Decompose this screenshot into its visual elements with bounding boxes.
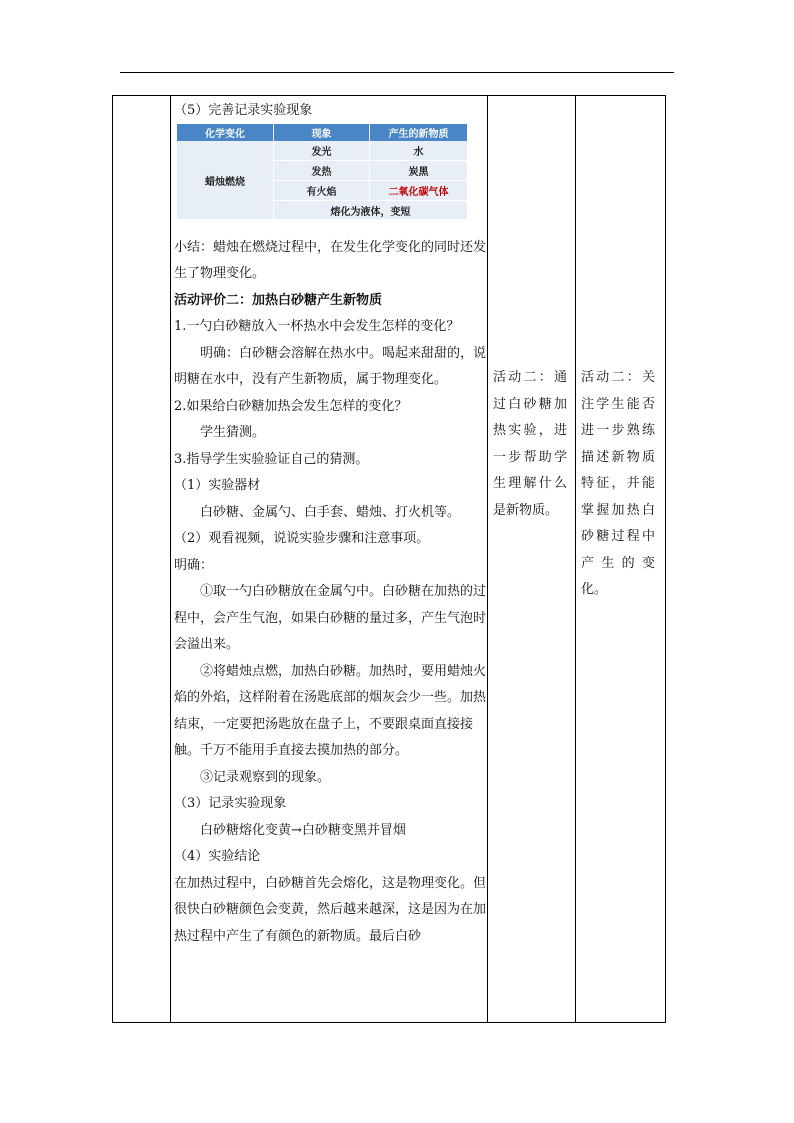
table-header-phenomenon: 现象 xyxy=(274,124,369,141)
design-intent-text: 活动二：通过白砂糖加热实验，进一步帮助学生理解什么是新物质。 xyxy=(493,370,567,518)
answer-1: 明确：白砂糖会溶解在热水中。喝起来甜甜的，说明糖在水中，没有产生新物质，属于物理变化。 xyxy=(174,345,487,387)
materials-heading: （1）实验器材 xyxy=(174,478,261,493)
table-separator xyxy=(369,141,370,200)
table-cell-phenomenon: 发热 xyxy=(311,167,332,178)
design-intent-column xyxy=(493,365,567,524)
table-cell-melting: 熔化为液体，变短 xyxy=(330,206,411,218)
table-header-change: 化学变化 xyxy=(177,124,273,141)
column-divider-1 xyxy=(170,95,171,1023)
evaluation-text: 活动二：关注学生能否进一步熟练描述新物质特征，并能掌握加热白砂糖过程中产生的变化。 xyxy=(581,370,655,597)
student-guess: 学生猜测。 xyxy=(200,425,266,440)
record-heading: （3）记录实验现象 xyxy=(174,796,287,811)
table-cell-candle-burning: 蜡烛燃烧 xyxy=(205,176,245,188)
table-cell-phenomenon: 有火焰 xyxy=(306,187,337,198)
table-cell-substance: 水 xyxy=(413,147,424,158)
table-cell-phenomenon: 发光 xyxy=(311,147,332,158)
column-divider-2 xyxy=(487,95,488,1023)
table-separator xyxy=(273,200,467,201)
instruction-3: 3.指导学生实验验证自己的猜测。 xyxy=(174,451,369,467)
question-1: 1.一勺白砂糖放入一杯热水中会发生怎样的变化？ xyxy=(174,319,460,334)
phenomena-table xyxy=(177,124,467,219)
activity-2-heading: 活动评价二：加热白砂糖产生新物质 xyxy=(174,292,383,308)
table-cell-substance-highlight: 二氧化碳气体 xyxy=(388,187,449,198)
question-2: 2.如果给白砂糖加热会发生怎样的变化？ xyxy=(174,398,408,414)
video-heading: （2）观看视频，说说实验步骤和注意事项。 xyxy=(174,531,430,546)
header-rule xyxy=(120,72,674,73)
materials-list: 白砂糖、金属勺、白手套、蜡烛、打火机等。 xyxy=(200,504,461,520)
table-separator xyxy=(273,180,467,181)
observed-phenomenon: 白砂糖熔化变黄→白砂糖变黑并冒烟 xyxy=(200,822,406,838)
column-divider-3 xyxy=(575,95,576,1023)
table-cell-substance: 炭黑 xyxy=(408,167,429,178)
clarify-label: 明确： xyxy=(174,557,214,573)
step-1-text: ①取一勺白砂糖放在金属勺中。白砂糖在加热的过程中，会产生气泡，如果白砂糖的量过多，产生气泡时会溢出来。 xyxy=(174,584,487,652)
table-header-new-substance: 产生的新物质 xyxy=(370,124,467,141)
teaching-process-column xyxy=(174,98,486,950)
summary-text: 小结：蜡烛在燃烧过程中，在发生化学变化的同时还发生了物理变化。 xyxy=(174,239,487,281)
step-5-heading: （5）完善记录实验现象 xyxy=(174,103,313,118)
step-2-text: ②将蜡烛点燃，加热白砂糖。加热时，要用蜡烛火焰的外焰，这样附着在汤匙底部的烟灰会少一些。加热结束，一定要把汤匙放在盘子上，不要跟桌面直接接触。千万不能用手直接去摸加热的部分。 xyxy=(174,663,487,758)
conclusion-heading: （4）实验结论 xyxy=(174,849,261,864)
evaluation-column xyxy=(581,365,655,604)
table-separator xyxy=(273,160,467,161)
conclusion-text: 在加热过程中，白砂糖首先会熔化，这是物理变化。但很快白砂糖颜色会变黄，然后越来越深，这是因为在加热过程中产生了有颜色的新物质。最后白砂 xyxy=(174,875,487,944)
step-3-text: ③记录观察到的现象。 xyxy=(200,769,331,785)
